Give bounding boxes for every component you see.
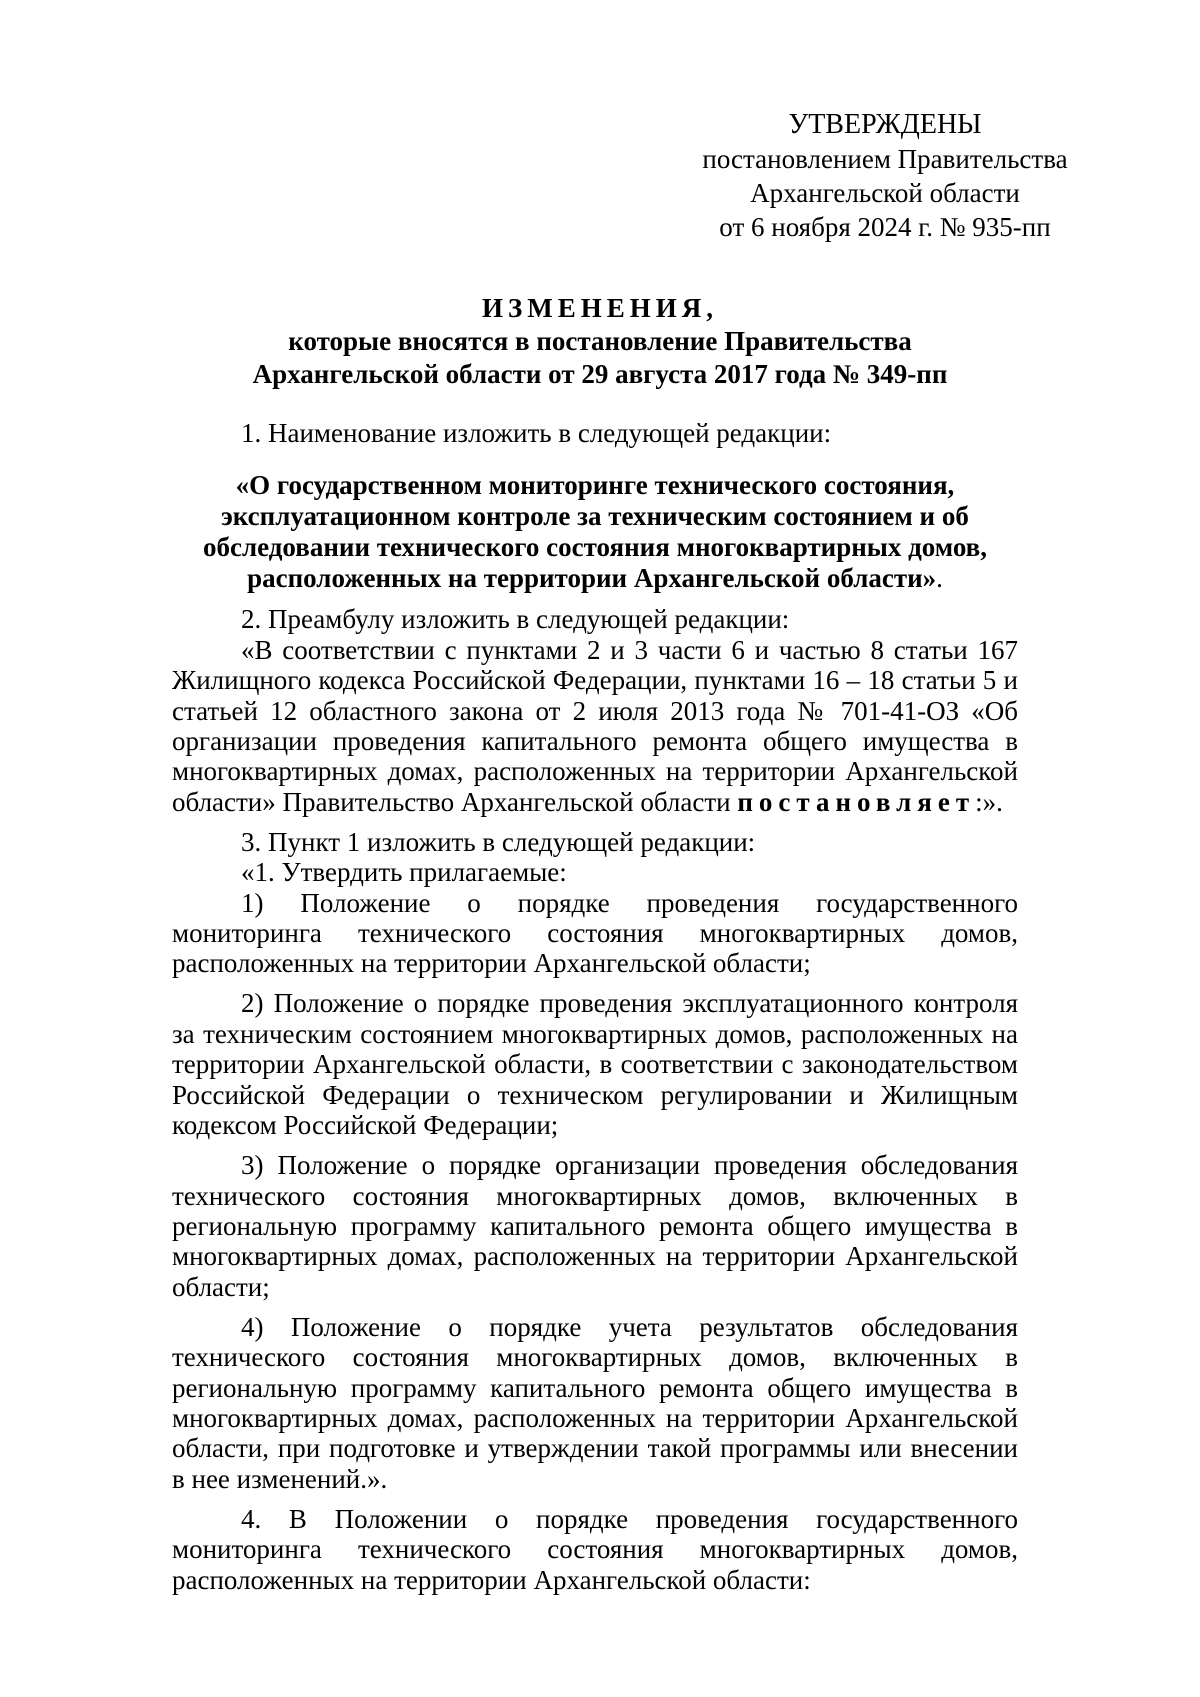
preamble-decree-word: постановляет bbox=[737, 786, 976, 817]
document-heading bbox=[180, 292, 1020, 391]
document-body bbox=[172, 418, 1018, 1605]
preamble-text: «В соответствии с пунктами 2 и 3 части 6 и частью 8 статьи 167 Жилищного кодекса Российской Федерации, пунктами 16 – 18 статьи 5 и статьей 12 областного закона от 2 июля 2013 года № 701-41-ОЗ «Об организации проведения капитального ремонта общего имущества в многоквартирных домах, расположенных на территории Архангельской области» Правительство Архангельской области bbox=[172, 634, 1018, 817]
heading-title: ИЗМЕНЕНИЯ, bbox=[481, 293, 718, 323]
approval-stamp bbox=[650, 108, 1120, 244]
paragraph-item-3-intro: «1. Утвердить прилагаемые: bbox=[241, 857, 567, 888]
paragraph-item-3: 3. Пункт 1 изложить в следующей редакции: bbox=[241, 826, 756, 857]
paragraph-item-4: 4. В Положении о порядке проведения государственного мониторинга технического состояния многоквартирных домов, расположенных на территории Архангельской области: bbox=[172, 1503, 1018, 1595]
approval-line-region: Архангельской области bbox=[750, 178, 1020, 208]
heading-subtitle-line1: которые вносятся в постановление Правительства bbox=[288, 326, 912, 356]
quoted-new-title bbox=[172, 470, 1018, 594]
paragraph-preamble bbox=[172, 635, 1018, 817]
approval-title: УТВЕРЖДЕНЫ bbox=[788, 109, 982, 140]
paragraph-item-2: 2. Преамбулу изложить в следующей редакции: bbox=[241, 604, 790, 635]
approval-line-date-number: от 6 ноября 2024 г. № 935-пп bbox=[719, 212, 1051, 242]
paragraph-subitem-4: 4) Положение о порядке учета результатов обследования технического состояния многоквартирных домов, включенных в региональную программу капитального ремонта общего имущества в многоквартирных домах, расположенных на территории Архангельской области, при подготовке и утверждении такой программы или внесении в нее изменений.». bbox=[172, 1311, 1018, 1494]
quoted-new-title-end: . bbox=[936, 563, 943, 594]
preamble-end: :». bbox=[975, 786, 1003, 817]
paragraph-subitem-3: 3) Положение о порядке организации проведения обследования технического состояния многоквартирных домов, включенных в региональную программу капитального ремонта общего имущества в многоквартирных домах, расположенных на территории Архангельской области; bbox=[172, 1150, 1018, 1302]
paragraph-item-1: 1. Наименование изложить в следующей редакции: bbox=[241, 418, 832, 448]
heading-subtitle-line2: Архангельской области от 29 августа 2017 года № 349-пп bbox=[252, 359, 948, 389]
quoted-new-title-text: «О государственном мониторинге технического состояния, эксплуатационном контроле за техническим состоянием и об обследовании технического состояния многоквартирных домов, расположенных на территории Архангельской области» bbox=[203, 470, 987, 594]
paragraph-subitem-2: 2) Положение о порядке проведения эксплуатационного контроля за техническим состоянием многоквартирных домов, расположенных на территории Архангельской области, в соответствии с законодательством Российской Федерации о техническом регулировании и Жилищным кодексом Российской Федерации; bbox=[172, 988, 1018, 1141]
approval-line-decree: постановлением Правительства bbox=[702, 144, 1068, 174]
paragraph-subitem-1: 1) Положение о порядке проведения государственного мониторинга технического состояния многоквартирных домов, расположенных на территории Архангельской области; bbox=[172, 887, 1018, 979]
